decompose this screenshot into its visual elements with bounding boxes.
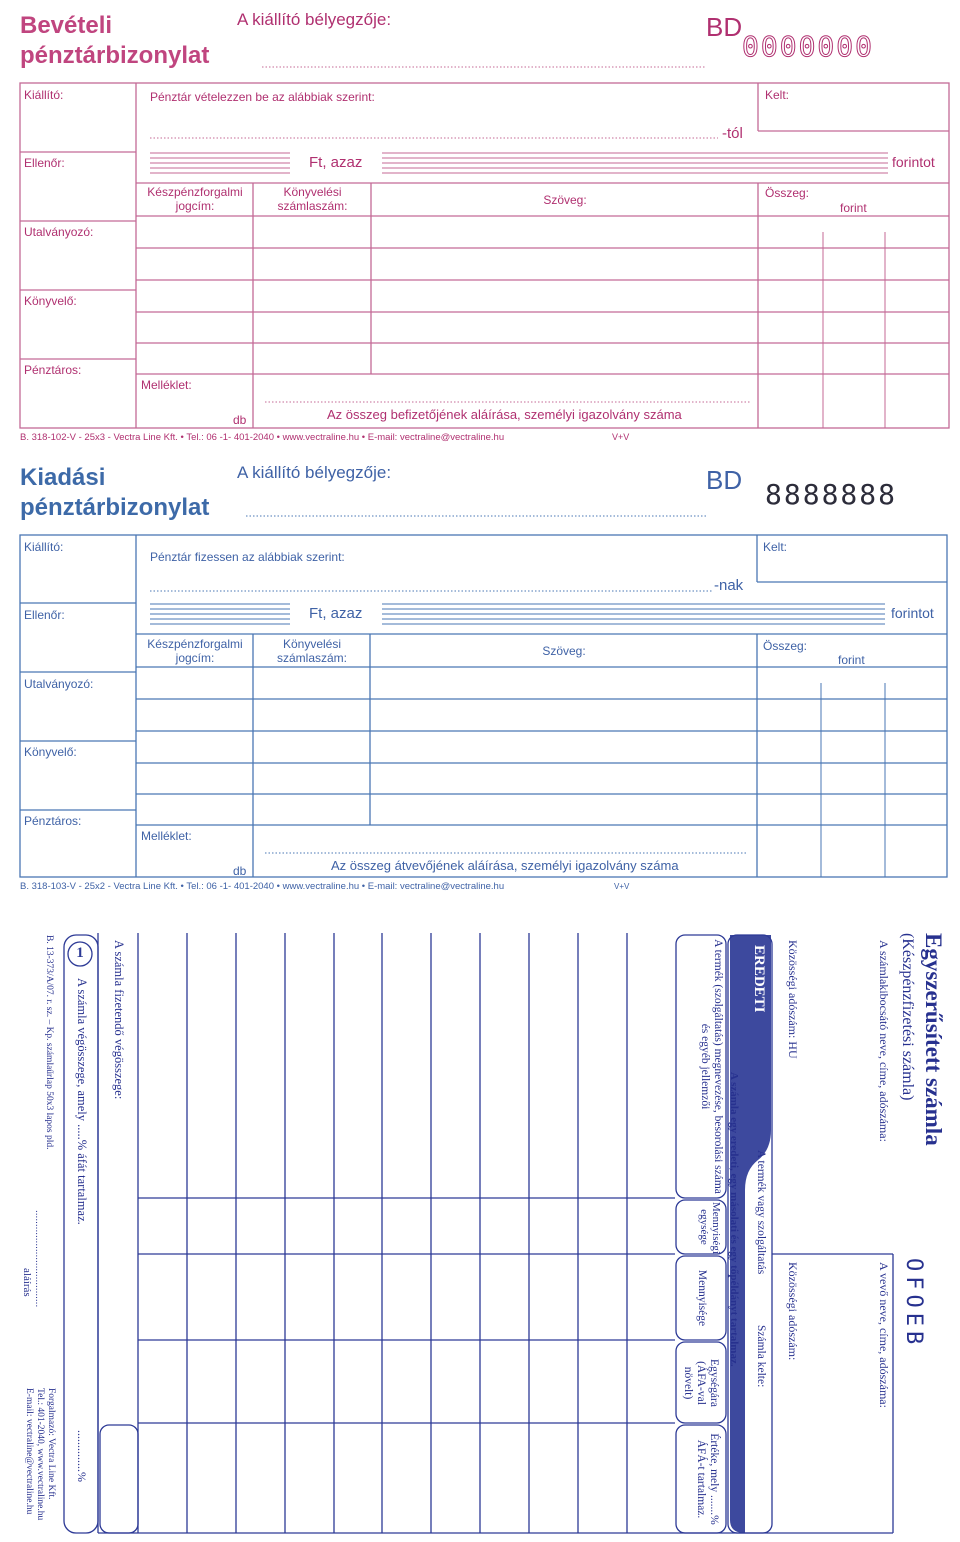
expense-instruction: Pénztár fizessen az alábbiak szerint: xyxy=(150,550,345,564)
income-ft-azaz: Ft, azaz xyxy=(309,154,363,171)
expense-serial-number: 8888888 xyxy=(765,478,898,511)
income-col-account: Könyvelési számlaszám: xyxy=(277,185,348,213)
invoice-copy-number: 1 xyxy=(76,945,84,961)
invoice-copies-note: A számla egy eredeti, egy másolati és egy tőpéldányt tartalmaz. xyxy=(728,1072,740,1367)
invoice-distributor-email: E-mail: vectraline@vectraline.hu xyxy=(24,1388,34,1515)
invoice-col-unit-price: Egységára (ÁFA-val növelt) xyxy=(682,1359,720,1407)
expense-authorizer-label: Utalványozó: xyxy=(24,677,94,691)
expense-title-line2: pénztárbizonylat xyxy=(20,494,210,521)
invoice-seller-tax-label: Közösségi adószám: HU xyxy=(786,940,800,1059)
invoice-subtitle: (Készpénzfizetési számla) xyxy=(899,933,916,1101)
income-signature-label: Az összeg befizetőjének aláírása, személyi igazolvány száma xyxy=(327,407,682,422)
expense-col-text: Szöveg: xyxy=(542,644,586,658)
income-date-label: Kelt: xyxy=(765,88,790,102)
income-col-amount: Összeg: xyxy=(765,186,810,200)
income-series: BD xyxy=(706,12,743,42)
invoice-signature-line: ................................... xyxy=(33,1210,44,1308)
expense-col-title: Készpénzforgalmi jogcím: xyxy=(147,637,243,665)
expense-col-account: Könyvelési számlaszám: xyxy=(276,637,347,665)
income-forint-unit: forint xyxy=(840,201,867,215)
expense-issuer-label: Kiállító: xyxy=(24,540,64,554)
income-bookkeeper-label: Könyvelő: xyxy=(24,294,77,308)
income-footer-mark: V+V xyxy=(612,432,630,442)
expense-footer: B. 318-103-V - 25x2 - Vectra Line Kft. • Tel.: 06 -1- 401-2040 • www.vectraline.hu • E-mail: vectraline@vectraline.hu xyxy=(20,881,505,892)
income-instruction: Pénztár vételezzen be az alábbiak szerint: xyxy=(150,90,375,104)
invoice-signature-label: aláírás xyxy=(21,1268,33,1297)
income-attachment-label: Melléklet: xyxy=(141,378,192,392)
invoice-distributor: Forgalmazó: Vectra Line Kft. xyxy=(46,1388,56,1500)
expense-col-amount: Összeg: xyxy=(763,639,808,653)
expense-forintot: forintot xyxy=(891,605,934,621)
invoice-buyer-tax-label: Közösségi adószám: xyxy=(786,1262,800,1361)
invoice-col-unit: Mennyiségi egysége xyxy=(698,1202,722,1254)
income-title-line1: Bevételi xyxy=(20,12,113,39)
invoice-date-label: Számla kelte: xyxy=(755,1325,767,1388)
invoice-original-label: EREDETI xyxy=(751,945,767,1013)
expense-footer-mark: V+V xyxy=(614,882,630,891)
invoice-total-label: A számla fizetendő végösszege: xyxy=(112,940,126,1100)
income-title-line2: pénztárbizonylat xyxy=(20,42,210,69)
expense-to-suffix: -nak xyxy=(714,577,744,594)
expense-db-label: db xyxy=(233,864,247,878)
expense-series: BD xyxy=(706,465,743,495)
income-forintot: forintot xyxy=(892,154,935,170)
invoice-product-or-service: A termék vagy szolgáltatás xyxy=(755,1150,767,1275)
income-from-suffix: -tól xyxy=(722,125,743,142)
invoice-col-value: Értéke, mely .......% ÁFÁ-t tartalmaz. xyxy=(695,1433,720,1525)
invoice-col-qty: Mennyisége xyxy=(696,1269,708,1327)
invoice-col-product: A termék (szolgáltatás) megnevezése, besorolási száma és egyéb jellemzői xyxy=(699,939,724,1194)
income-cashier-label: Pénztáros: xyxy=(24,363,82,377)
income-authorizer-label: Utalványozó: xyxy=(24,225,94,239)
expense-stamp-label: A kiállító bélyegzője: xyxy=(237,463,392,482)
income-controller-label: Ellenőr: xyxy=(24,156,65,170)
expense-title-line1: Kiadási xyxy=(20,464,106,491)
expense-bookkeeper-label: Könyvelő: xyxy=(24,745,77,759)
invoice-serial-number: OFOEB xyxy=(901,1258,926,1350)
invoice-distributor-tel: Tel.: 401-2040, www.vectraline.hu xyxy=(35,1388,45,1521)
invoice-title: Egyszerűsített számla xyxy=(921,933,946,1146)
income-issuer-label: Kiállító: xyxy=(24,88,64,102)
invoice-percent-box: ..............% xyxy=(75,1430,89,1482)
income-footer: B. 318-102-V - 25x3 - Vectra Line Kft. • Tel.: 06 -1- 401-2040 • www.vectraline.hu • E-mail: vectraline@vectraline.hu xyxy=(20,432,505,443)
invoice-seller-label: A számlakibocsátó neve, címe, adószáma: xyxy=(877,940,891,1142)
expense-cashier-label: Pénztáros: xyxy=(24,814,82,828)
invoice-vat-note: A számla végösszege, amely .....% áfát tartalmaz. xyxy=(75,978,89,1225)
expense-controller-label: Ellenőr: xyxy=(24,608,65,622)
invoice-buyer-label: A vevő neve, címe, adószáma: xyxy=(877,1262,891,1408)
income-serial-number: 0000000 xyxy=(742,30,875,63)
expense-signature-label: Az összeg átvevőjének aláírása, személyi igazolvány száma xyxy=(331,858,679,873)
expense-forint-unit: forint xyxy=(838,653,865,667)
income-col-text: Szöveg: xyxy=(543,193,587,207)
income-stamp-label: A kiállító bélyegzője: xyxy=(237,10,392,29)
expense-ft-azaz: Ft, azaz xyxy=(309,605,363,622)
expense-attachment-label: Melléklet: xyxy=(141,829,192,843)
income-col-title: Készpénzforgalmi jogcím: xyxy=(147,185,243,213)
income-db-label: db xyxy=(233,413,247,427)
invoice-form-code: B. 13-373/A/07. r. sz. – Kp. számlaűrlap 50x3 lapos pld. xyxy=(44,935,54,1150)
expense-date-label: Kelt: xyxy=(763,540,788,554)
